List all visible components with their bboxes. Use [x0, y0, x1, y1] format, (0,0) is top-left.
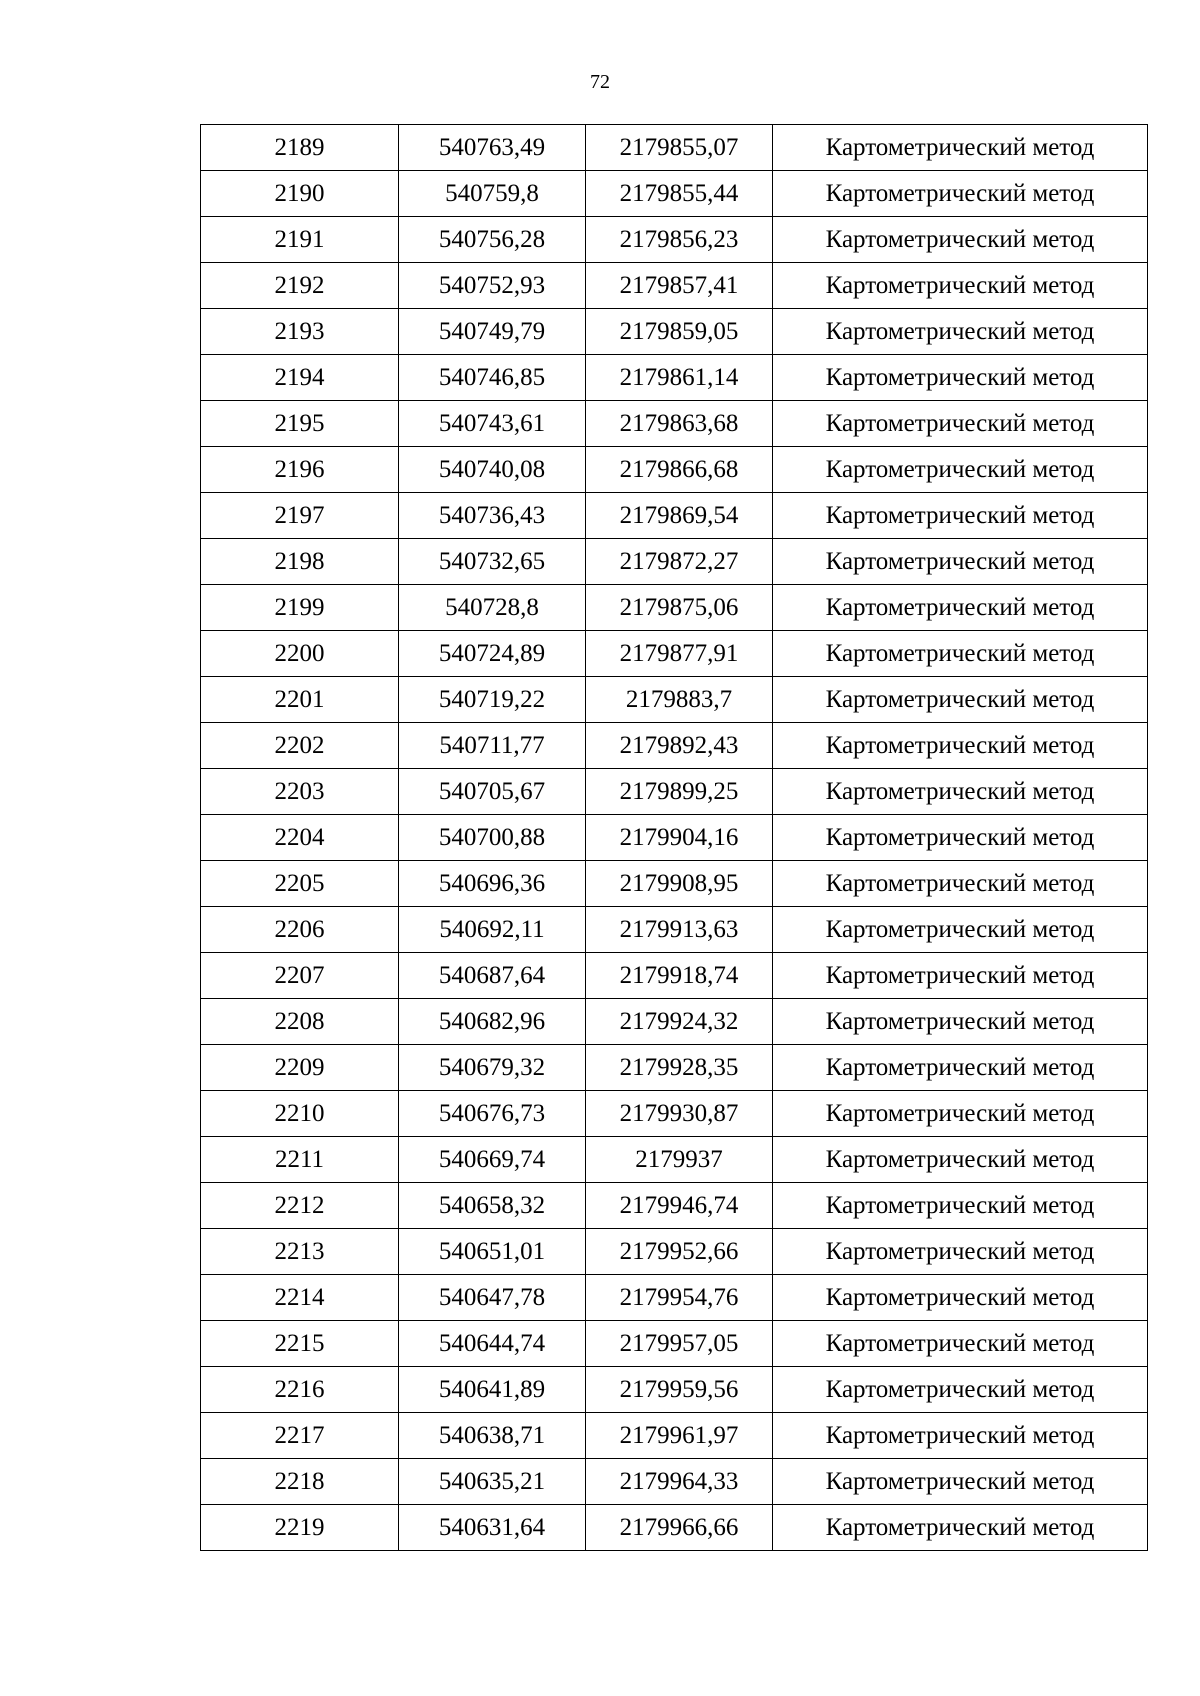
table-row	[201, 1137, 1148, 1183]
coordinate-x-cell: 540644,74	[399, 1321, 586, 1367]
table-row	[201, 355, 1148, 401]
point-number-cell: 2206	[201, 907, 399, 953]
coordinate-x-cell: 540647,78	[399, 1275, 586, 1321]
point-number-cell: 2213	[201, 1229, 399, 1275]
table-row	[201, 1367, 1148, 1413]
coordinate-x-cell: 540728,8	[399, 585, 586, 631]
table-row	[201, 401, 1148, 447]
method-cell: Картометрический метод	[773, 309, 1148, 355]
table-row	[201, 999, 1148, 1045]
table-row	[201, 585, 1148, 631]
coordinate-y-cell: 2179872,27	[586, 539, 773, 585]
coordinate-x-cell: 540669,74	[399, 1137, 586, 1183]
table-row	[201, 769, 1148, 815]
coordinate-x-cell: 540658,32	[399, 1183, 586, 1229]
table-row	[201, 1045, 1148, 1091]
coordinate-x-cell: 540724,89	[399, 631, 586, 677]
table-row	[201, 1413, 1148, 1459]
coordinate-x-cell: 540682,96	[399, 999, 586, 1045]
coordinate-x-cell: 540756,28	[399, 217, 586, 263]
coordinate-y-cell: 2179959,56	[586, 1367, 773, 1413]
method-cell: Картометрический метод	[773, 125, 1148, 171]
coordinate-y-cell: 2179966,66	[586, 1505, 773, 1551]
coordinate-y-cell: 2179859,05	[586, 309, 773, 355]
method-cell: Картометрический метод	[773, 1459, 1148, 1505]
table-row	[201, 493, 1148, 539]
method-cell: Картометрический метод	[773, 1367, 1148, 1413]
method-cell: Картометрический метод	[773, 1137, 1148, 1183]
coordinate-x-cell: 540746,85	[399, 355, 586, 401]
table-row	[201, 723, 1148, 769]
coordinate-y-cell: 2179863,68	[586, 401, 773, 447]
table-row	[201, 1505, 1148, 1551]
coordinate-y-cell: 2179954,76	[586, 1275, 773, 1321]
table-row	[201, 953, 1148, 999]
method-cell: Картометрический метод	[773, 1413, 1148, 1459]
method-cell: Картометрический метод	[773, 585, 1148, 631]
point-number-cell: 2197	[201, 493, 399, 539]
coordinate-y-cell: 2179866,68	[586, 447, 773, 493]
table-row	[201, 1275, 1148, 1321]
table-row	[201, 1229, 1148, 1275]
coordinate-y-cell: 2179857,41	[586, 263, 773, 309]
table-row	[201, 1091, 1148, 1137]
point-number-cell: 2192	[201, 263, 399, 309]
point-number-cell: 2196	[201, 447, 399, 493]
method-cell: Картометрический метод	[773, 1045, 1148, 1091]
coordinates-table-body	[201, 125, 1148, 1551]
coordinate-y-cell: 2179904,16	[586, 815, 773, 861]
method-cell: Картометрический метод	[773, 447, 1148, 493]
coordinate-x-cell: 540692,11	[399, 907, 586, 953]
method-cell: Картометрический метод	[773, 1183, 1148, 1229]
coordinate-x-cell: 540759,8	[399, 171, 586, 217]
coordinate-x-cell: 540763,49	[399, 125, 586, 171]
coordinate-x-cell: 540696,36	[399, 861, 586, 907]
method-cell: Картометрический метод	[773, 217, 1148, 263]
method-cell: Картометрический метод	[773, 355, 1148, 401]
method-cell: Картометрический метод	[773, 999, 1148, 1045]
point-number-cell: 2215	[201, 1321, 399, 1367]
table-row	[201, 815, 1148, 861]
coordinate-y-cell: 2179899,25	[586, 769, 773, 815]
coordinate-x-cell: 540638,71	[399, 1413, 586, 1459]
coordinate-y-cell: 2179855,07	[586, 125, 773, 171]
method-cell: Картометрический метод	[773, 539, 1148, 585]
point-number-cell: 2216	[201, 1367, 399, 1413]
coordinate-x-cell: 540749,79	[399, 309, 586, 355]
method-cell: Картометрический метод	[773, 907, 1148, 953]
method-cell: Картометрический метод	[773, 861, 1148, 907]
table-row	[201, 1321, 1148, 1367]
table-row	[201, 309, 1148, 355]
method-cell: Картометрический метод	[773, 493, 1148, 539]
method-cell: Картометрический метод	[773, 1505, 1148, 1551]
coordinate-y-cell: 2179952,66	[586, 1229, 773, 1275]
coordinate-y-cell: 2179928,35	[586, 1045, 773, 1091]
point-number-cell: 2195	[201, 401, 399, 447]
point-number-cell: 2208	[201, 999, 399, 1045]
coordinate-x-cell: 540736,43	[399, 493, 586, 539]
coordinate-y-cell: 2179913,63	[586, 907, 773, 953]
coordinate-y-cell: 2179961,97	[586, 1413, 773, 1459]
method-cell: Картометрический метод	[773, 677, 1148, 723]
coordinate-y-cell: 2179861,14	[586, 355, 773, 401]
point-number-cell: 2207	[201, 953, 399, 999]
coordinates-table	[200, 124, 1148, 1551]
coordinate-y-cell: 2179964,33	[586, 1459, 773, 1505]
table-row	[201, 1183, 1148, 1229]
point-number-cell: 2198	[201, 539, 399, 585]
method-cell: Картометрический метод	[773, 171, 1148, 217]
coordinate-y-cell: 2179892,43	[586, 723, 773, 769]
point-number-cell: 2204	[201, 815, 399, 861]
table-row	[201, 907, 1148, 953]
coordinate-y-cell: 2179930,87	[586, 1091, 773, 1137]
method-cell: Картометрический метод	[773, 1321, 1148, 1367]
coordinate-x-cell: 540740,08	[399, 447, 586, 493]
point-number-cell: 2217	[201, 1413, 399, 1459]
point-number-cell: 2218	[201, 1459, 399, 1505]
point-number-cell: 2201	[201, 677, 399, 723]
coordinate-x-cell: 540676,73	[399, 1091, 586, 1137]
coordinate-x-cell: 540635,21	[399, 1459, 586, 1505]
table-row	[201, 217, 1148, 263]
coordinate-y-cell: 2179946,74	[586, 1183, 773, 1229]
table-row	[201, 539, 1148, 585]
coordinate-y-cell: 2179937	[586, 1137, 773, 1183]
point-number-cell: 2219	[201, 1505, 399, 1551]
point-number-cell: 2193	[201, 309, 399, 355]
method-cell: Картометрический метод	[773, 631, 1148, 677]
coordinate-x-cell: 540679,32	[399, 1045, 586, 1091]
coordinate-y-cell: 2179918,74	[586, 953, 773, 999]
method-cell: Картометрический метод	[773, 815, 1148, 861]
table-row	[201, 861, 1148, 907]
point-number-cell: 2200	[201, 631, 399, 677]
method-cell: Картометрический метод	[773, 1229, 1148, 1275]
point-number-cell: 2209	[201, 1045, 399, 1091]
point-number-cell: 2211	[201, 1137, 399, 1183]
coordinate-x-cell: 540752,93	[399, 263, 586, 309]
table-row	[201, 631, 1148, 677]
method-cell: Картометрический метод	[773, 769, 1148, 815]
coordinate-x-cell: 540743,61	[399, 401, 586, 447]
table-row	[201, 677, 1148, 723]
method-cell: Картометрический метод	[773, 263, 1148, 309]
method-cell: Картометрический метод	[773, 1275, 1148, 1321]
coordinate-x-cell: 540651,01	[399, 1229, 586, 1275]
coordinate-x-cell: 540732,65	[399, 539, 586, 585]
coordinate-x-cell: 540687,64	[399, 953, 586, 999]
table-row	[201, 1459, 1148, 1505]
table-row	[201, 171, 1148, 217]
coordinate-x-cell: 540705,67	[399, 769, 586, 815]
table-row	[201, 263, 1148, 309]
coordinate-x-cell: 540700,88	[399, 815, 586, 861]
point-number-cell: 2190	[201, 171, 399, 217]
coordinate-y-cell: 2179856,23	[586, 217, 773, 263]
point-number-cell: 2194	[201, 355, 399, 401]
coordinate-y-cell: 2179855,44	[586, 171, 773, 217]
point-number-cell: 2212	[201, 1183, 399, 1229]
point-number-cell: 2210	[201, 1091, 399, 1137]
coordinate-y-cell: 2179883,7	[586, 677, 773, 723]
point-number-cell: 2202	[201, 723, 399, 769]
coordinate-x-cell: 540631,64	[399, 1505, 586, 1551]
method-cell: Картометрический метод	[773, 723, 1148, 769]
table-row	[201, 125, 1148, 171]
point-number-cell: 2205	[201, 861, 399, 907]
point-number-cell: 2189	[201, 125, 399, 171]
coordinate-x-cell: 540719,22	[399, 677, 586, 723]
coordinate-x-cell: 540711,77	[399, 723, 586, 769]
coordinate-y-cell: 2179957,05	[586, 1321, 773, 1367]
table-row	[201, 447, 1148, 493]
method-cell: Картометрический метод	[773, 953, 1148, 999]
coordinate-y-cell: 2179924,32	[586, 999, 773, 1045]
point-number-cell: 2203	[201, 769, 399, 815]
point-number-cell: 2199	[201, 585, 399, 631]
coordinate-y-cell: 2179875,06	[586, 585, 773, 631]
point-number-cell: 2191	[201, 217, 399, 263]
point-number-cell: 2214	[201, 1275, 399, 1321]
coordinate-y-cell: 2179869,54	[586, 493, 773, 539]
method-cell: Картометрический метод	[773, 1091, 1148, 1137]
page-number: 72	[590, 71, 610, 93]
method-cell: Картометрический метод	[773, 401, 1148, 447]
coordinate-x-cell: 540641,89	[399, 1367, 586, 1413]
coordinate-y-cell: 2179877,91	[586, 631, 773, 677]
coordinate-y-cell: 2179908,95	[586, 861, 773, 907]
